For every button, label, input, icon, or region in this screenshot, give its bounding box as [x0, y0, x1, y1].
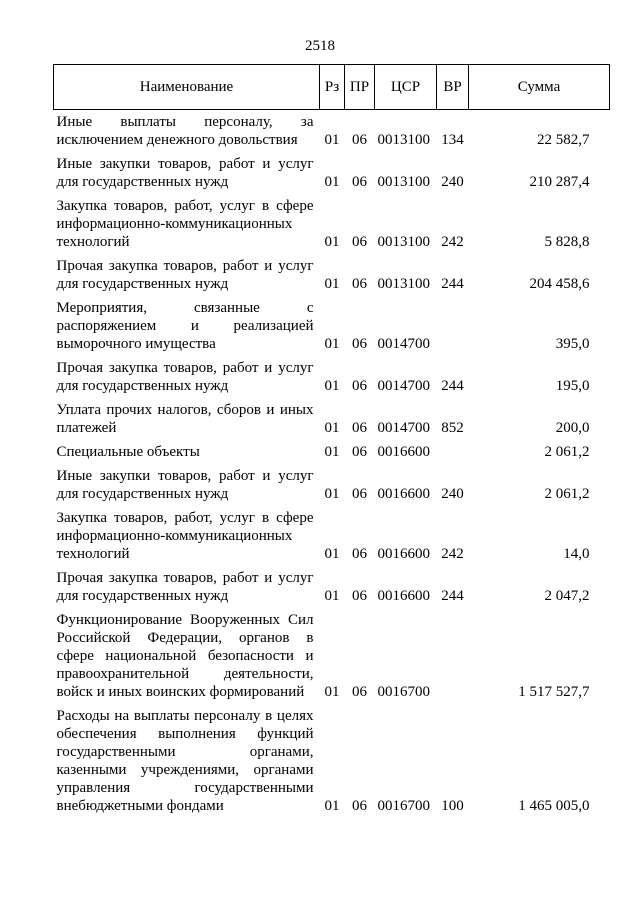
row-vr: [437, 608, 469, 704]
row-csr: 0016600: [377, 486, 430, 502]
header-sum: Сумма: [469, 65, 610, 110]
row-rz: 01: [324, 588, 340, 604]
row-sum: 200,0: [555, 420, 590, 436]
row-rz: 01: [324, 378, 340, 394]
row-sum: 204 458,6: [529, 276, 590, 292]
row-pr: 06: [352, 684, 367, 700]
row-rz: 01: [324, 336, 340, 352]
table-row: [54, 464, 610, 506]
row-rz: 01: [324, 684, 340, 700]
header-csr: ЦСР: [375, 65, 437, 110]
row-pr: 06: [352, 234, 367, 250]
row-pr: 06: [352, 132, 367, 148]
budget-table: [53, 64, 610, 818]
row-name: Иные закупки товаров, работ и услуг для государственных нужд: [56, 468, 314, 502]
row-csr: 0014700: [377, 378, 430, 394]
row-sum: 2 061,2: [544, 444, 590, 460]
row-csr: 0013100: [377, 234, 430, 250]
row-rz: 01: [324, 486, 340, 502]
row-rz: 01: [324, 276, 340, 292]
table-row: [54, 296, 610, 356]
row-csr: 0016600: [377, 546, 430, 562]
row-pr: 06: [352, 420, 367, 436]
row-pr: 06: [352, 444, 367, 460]
row-pr: 06: [352, 378, 367, 394]
row-name: Специальные объекты: [56, 444, 200, 460]
row-name: Закупка товаров, работ, услуг в сфере информационно-коммуникационных технологий: [56, 510, 314, 562]
row-csr: 0014700: [377, 336, 430, 352]
row-sum: 22 582,7: [537, 132, 590, 148]
row-sum: 210 287,4: [529, 174, 590, 190]
header-vr: ВР: [437, 65, 469, 110]
row-vr: [437, 440, 469, 464]
row-pr: 06: [352, 798, 367, 814]
row-vr: 244: [441, 378, 464, 394]
row-vr: 244: [441, 276, 464, 292]
row-csr: 0016600: [377, 444, 430, 460]
row-pr: 06: [352, 546, 367, 562]
row-vr: 100: [441, 798, 464, 814]
row-csr: 0016700: [377, 684, 430, 700]
row-name: Прочая закупка товаров, работ и услуг для государственных нужд: [56, 570, 314, 604]
row-rz: 01: [324, 234, 340, 250]
row-name: Иные закупки товаров, работ и услуг для государственных нужд: [56, 156, 314, 190]
row-sum: 2 061,2: [544, 486, 590, 502]
row-csr: 0016700: [377, 798, 430, 814]
row-name: Мероприятия, связанные с распоряжением и реализацией выморочного имущества: [56, 300, 314, 352]
row-vr: 134: [441, 132, 464, 148]
row-csr: 0014700: [377, 420, 430, 436]
header-pr: ПР: [345, 65, 375, 110]
row-rz: 01: [324, 546, 340, 562]
row-name: Расходы на выплаты персоналу в целях обеспечения выполнения функций государственными органами, казенными учреждениями, органами управления государственными внебюджетными фондами: [56, 708, 314, 814]
row-csr: 0013100: [377, 174, 430, 190]
table-row: [54, 356, 610, 398]
table-row: [54, 152, 610, 194]
row-rz: 01: [324, 420, 340, 436]
row-name: Иные выплаты персоналу, за исключением денежного довольствия: [56, 114, 314, 148]
row-pr: 06: [352, 588, 367, 604]
row-sum: 1 465 005,0: [518, 798, 590, 814]
header-name: Наименование: [54, 65, 320, 110]
row-name: Функционирование Вооруженных Сил Российской Федерации, органов в сфере национальной безопасности и правоохранительной деятельности, войск и иных воинских формирований: [56, 612, 314, 700]
row-pr: 06: [352, 174, 367, 190]
row-rz: 01: [324, 174, 340, 190]
row-rz: 01: [324, 798, 340, 814]
row-name: Закупка товаров, работ, услуг в сфере информационно-коммуникационных технологий: [56, 198, 314, 250]
row-vr: 240: [441, 174, 464, 190]
row-sum: 5 828,8: [544, 234, 590, 250]
row-csr: 0013100: [377, 276, 430, 292]
table-row: [54, 110, 610, 153]
row-csr: 0013100: [377, 132, 430, 148]
row-rz: 01: [324, 132, 340, 148]
row-name: Прочая закупка товаров, работ и услуг для государственных нужд: [56, 258, 314, 292]
row-sum: 14,0: [563, 546, 590, 562]
row-sum: 1 517 527,7: [518, 684, 590, 700]
row-vr: [437, 296, 469, 356]
row-vr: 852: [441, 420, 464, 436]
row-vr: 240: [441, 486, 464, 502]
row-pr: 06: [352, 276, 367, 292]
table-row: [54, 704, 610, 818]
row-pr: 06: [352, 486, 367, 502]
table-header: [54, 65, 610, 110]
row-pr: 06: [352, 336, 367, 352]
table-row: [54, 194, 610, 254]
row-sum: 195,0: [555, 378, 590, 394]
table-body: [54, 110, 610, 819]
row-sum: 395,0: [555, 336, 590, 352]
table-row: [54, 608, 610, 704]
page-number: 2518: [305, 38, 335, 54]
row-name: Прочая закупка товаров, работ и услуг для государственных нужд: [56, 360, 314, 394]
header-row: [54, 65, 610, 110]
row-vr: 244: [441, 588, 464, 604]
row-rz: 01: [324, 444, 340, 460]
header-rz: Рз: [320, 65, 345, 110]
table-row: [54, 506, 610, 566]
row-vr: 242: [441, 234, 464, 250]
row-csr: 0016600: [377, 588, 430, 604]
table-row: [54, 398, 610, 440]
row-vr: 242: [441, 546, 464, 562]
table-row: [54, 566, 610, 608]
table-row: [54, 440, 610, 464]
table-row: [54, 254, 610, 296]
row-name: Уплата прочих налогов, сборов и иных платежей: [56, 402, 314, 436]
row-sum: 2 047,2: [544, 588, 590, 604]
